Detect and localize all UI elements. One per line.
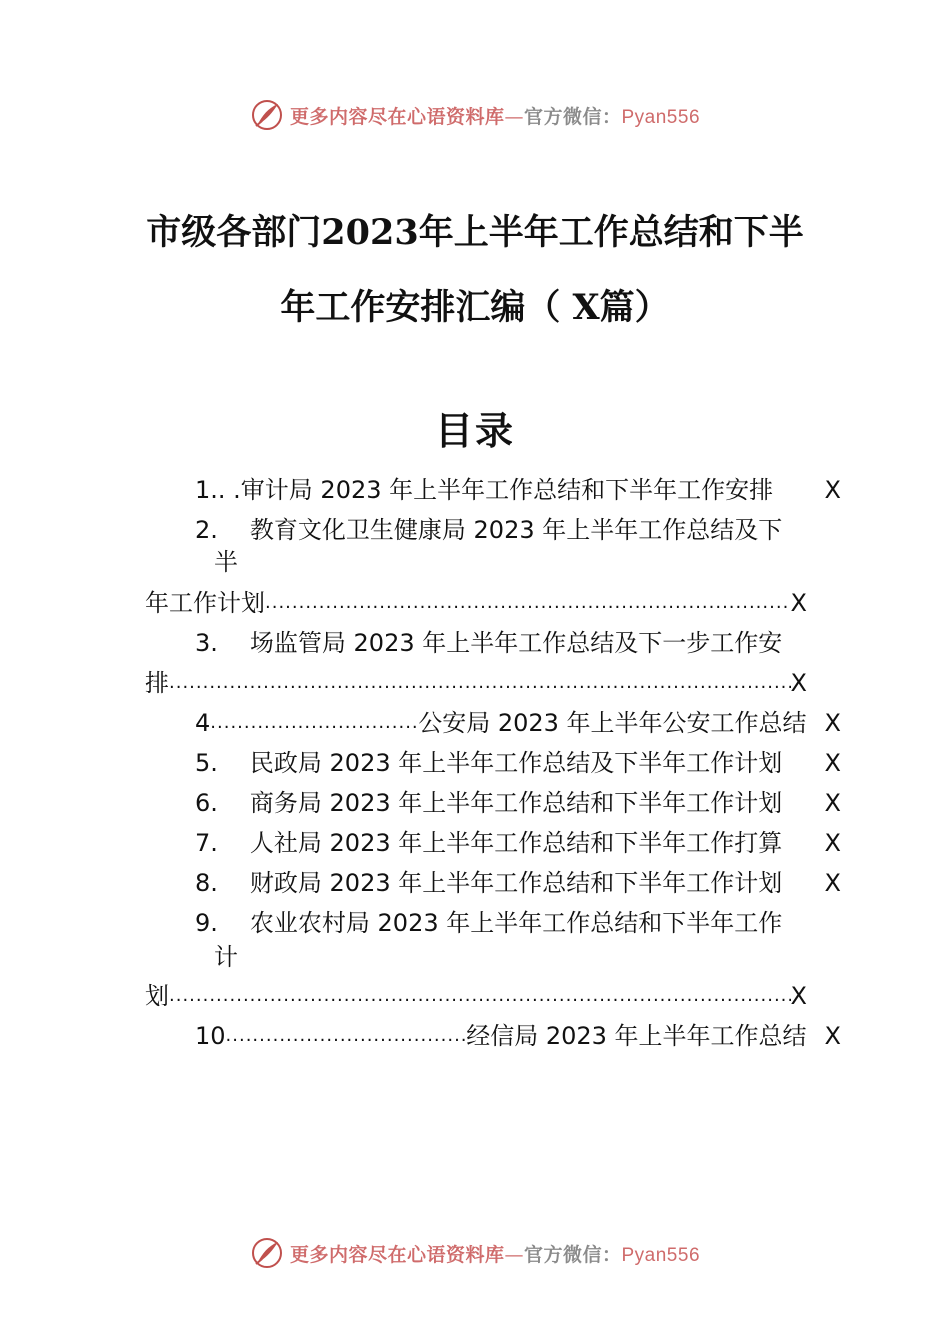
toc-entry-7[interactable] bbox=[195, 827, 841, 859]
toc-entry-3-continuation[interactable] bbox=[145, 667, 807, 699]
toc-entry-9-wrap: 计 bbox=[214, 943, 238, 971]
wechat-label: 官方微信： bbox=[523, 105, 622, 128]
toc-entry-title: 商务局 2023 年上半年工作总结和下半年工作计划 bbox=[249, 789, 783, 817]
wechat-label: 官方微信： bbox=[523, 1243, 622, 1266]
toc-entry-6[interactable] bbox=[195, 787, 841, 819]
toc-entry-number: 7. bbox=[195, 829, 218, 857]
toc-entry-9[interactable] bbox=[195, 907, 782, 939]
toc-entry-number: 5. bbox=[195, 749, 218, 777]
toc-entry-number: 3. bbox=[195, 629, 218, 657]
toc-entry-page: X bbox=[824, 869, 841, 897]
toc-entry-title-continuation: 年工作计划 bbox=[145, 589, 265, 617]
toc-leader-dots bbox=[169, 667, 791, 699]
document-title-line-1: 市级各部门2023年上半年工作总结和下半 bbox=[146, 212, 804, 253]
toc-entry-title: 教育文化卫生健康局 2023 年上半年工作总结及下 bbox=[249, 516, 783, 544]
toc-entry-8[interactable] bbox=[195, 867, 841, 899]
toc-entry-page: X bbox=[824, 749, 841, 777]
toc-entry-title: 民政局 2023 年上半年工作总结及下半年工作计划 bbox=[249, 749, 783, 777]
toc-entry-1[interactable] bbox=[195, 474, 841, 506]
quill-logo-icon bbox=[250, 1236, 284, 1270]
toc-entry-number: 1.. . bbox=[195, 476, 241, 504]
wechat-id: Pyan556 bbox=[621, 1244, 701, 1266]
toc-entry-number: 8. bbox=[195, 869, 218, 897]
toc-entry-2-continuation[interactable] bbox=[145, 587, 807, 619]
toc-entry-page: X bbox=[790, 982, 807, 1010]
document-title-line-2: 年工作安排汇编（ X篇） bbox=[280, 287, 670, 328]
toc-entry-title: 农业农村局 2023 年上半年工作总结和下半年工作 bbox=[249, 909, 783, 937]
toc-entry-2-wrap: 半 bbox=[214, 548, 238, 576]
toc-entry-page: X bbox=[790, 589, 807, 617]
toc-entry-4[interactable] bbox=[195, 707, 841, 739]
toc-leader-dots bbox=[210, 707, 418, 739]
brand-separator: — bbox=[504, 105, 524, 128]
toc-heading: 目录 bbox=[434, 408, 515, 453]
quill-logo-icon bbox=[250, 98, 284, 132]
wechat-id: Pyan556 bbox=[621, 106, 701, 128]
toc-entry-2[interactable] bbox=[195, 514, 782, 546]
toc-entry-3[interactable] bbox=[195, 627, 782, 659]
toc-entry-title-continuation: 排 bbox=[145, 669, 169, 697]
brand-separator: — bbox=[504, 1243, 524, 1266]
toc-entry-5[interactable] bbox=[195, 747, 841, 779]
toc-entry-page: X bbox=[824, 476, 841, 504]
toc-leader-dots bbox=[169, 980, 791, 1012]
toc-entry-page: X bbox=[824, 789, 841, 817]
brand-name: 更多内容尽在心语资料库 bbox=[289, 105, 505, 128]
toc-entry-number: 2. bbox=[195, 516, 218, 544]
toc-entry-page: X bbox=[824, 1022, 841, 1050]
brand-name: 更多内容尽在心语资料库 bbox=[289, 1243, 505, 1266]
toc-entry-title-continuation: 划 bbox=[145, 982, 169, 1010]
toc-entry-number: 9. bbox=[195, 909, 218, 937]
toc-entry-title: 人社局 2023 年上半年工作总结和下半年工作打算 bbox=[249, 829, 783, 857]
toc-entry-title: 公安局 2023 年上半年公安工作总结 bbox=[418, 709, 807, 737]
page-footer-watermark bbox=[0, 1233, 950, 1273]
toc-leader-dots bbox=[226, 1020, 467, 1052]
toc-leader-dots bbox=[265, 587, 791, 619]
toc-entry-title: 场监管局 2023 年上半年工作总结及下一步工作安 bbox=[249, 629, 783, 657]
toc-entry-number: 6. bbox=[195, 789, 218, 817]
toc-entry-title: 经信局 2023 年上半年工作总结 bbox=[466, 1022, 807, 1050]
toc-entry-number: 10 bbox=[195, 1022, 226, 1050]
toc-entry-title: 财政局 2023 年上半年工作总结和下半年工作计划 bbox=[249, 869, 783, 897]
page-header-watermark bbox=[0, 95, 950, 135]
toc-entry-page: X bbox=[824, 829, 841, 857]
toc-entry-page: X bbox=[790, 669, 807, 697]
toc-entry-9-continuation[interactable] bbox=[145, 980, 807, 1012]
toc-entry-page: X bbox=[824, 709, 841, 737]
toc-entry-10[interactable] bbox=[195, 1020, 841, 1052]
toc-entry-number: 4 bbox=[195, 709, 211, 737]
toc-entry-title: 审计局 2023 年上半年工作总结和下半年工作安排 bbox=[240, 476, 774, 504]
